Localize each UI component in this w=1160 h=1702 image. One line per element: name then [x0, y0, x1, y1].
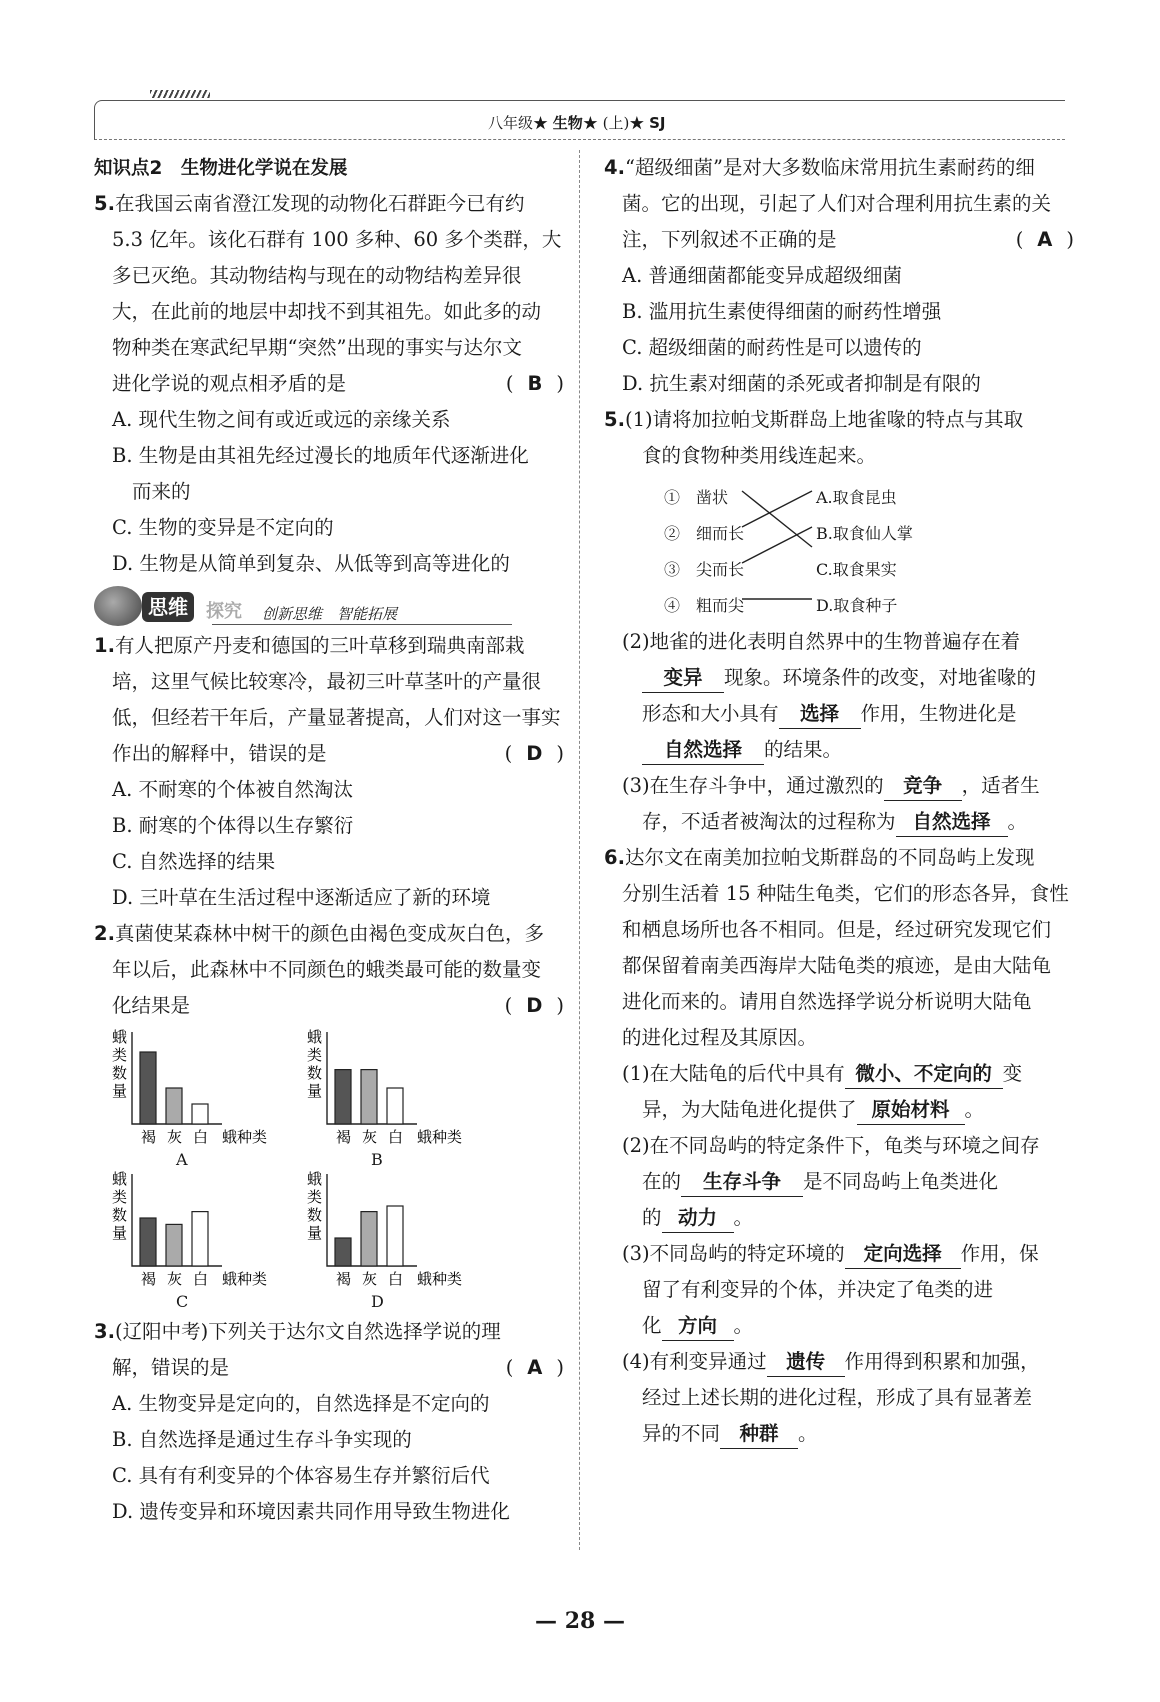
bar	[387, 1206, 403, 1266]
chart-b	[299, 1028, 519, 1168]
bar	[335, 1238, 351, 1266]
match-right-item: C.取食果实	[816, 560, 897, 579]
y-axis-label-char: 数	[307, 1206, 323, 1224]
y-axis-label-char: 数	[112, 1064, 128, 1082]
banner-title-2: 探究	[206, 601, 242, 622]
bar	[361, 1070, 377, 1124]
y-axis-label-char: 类	[112, 1046, 128, 1064]
knowledge-point-heading: 知识点2 生物进化学说在发展	[94, 158, 348, 179]
x-axis-label: 蛾种类	[222, 1128, 268, 1146]
option: A. 生物变异是定向的，自然选择是不定向的	[112, 1392, 490, 1415]
y-axis-label-char: 类	[307, 1046, 323, 1064]
y-axis-label-char: 数	[112, 1206, 128, 1224]
y-axis-label-char: 蛾	[307, 1170, 323, 1188]
left-column	[94, 150, 564, 1530]
answer-blank: 自然选择	[642, 736, 764, 765]
y-axis-label-char: 蛾	[112, 1028, 128, 1046]
option: D. 遗传变异和环境因素共同作用导致生物进化	[112, 1500, 510, 1523]
x-axis-label: 蛾种类	[417, 1128, 463, 1146]
option: C. 生物的变异是不定向的	[112, 516, 334, 539]
match-right-item: A.取食昆虫	[816, 488, 897, 507]
answer-bracket: ( A )	[505, 1356, 564, 1379]
bar	[192, 1104, 208, 1124]
option: D. 三叶草在生活过程中逐渐适应了新的环境	[112, 886, 491, 909]
category-label: 白	[388, 1128, 404, 1146]
option: A. 普通细菌都能变异成超级细菌	[622, 264, 902, 287]
category-label: 白	[193, 1128, 209, 1146]
option: 而来的	[132, 480, 191, 503]
option: A. 现代生物之间有或近或远的亲缘关系	[112, 408, 451, 431]
bar	[166, 1224, 182, 1266]
answer-blank: 方向	[662, 1312, 734, 1341]
x-axis-label: 蛾种类	[222, 1270, 268, 1288]
bar-charts	[94, 1024, 564, 1314]
banner-subtitle: 创新思维 智能拓展	[262, 605, 398, 623]
bar	[140, 1052, 156, 1124]
answer-blank: 定向选择	[845, 1240, 961, 1269]
bar	[166, 1088, 182, 1124]
answer-blank: 遗传	[767, 1348, 845, 1377]
answer-blank: 自然选择	[896, 808, 1008, 837]
right-column	[604, 150, 1074, 1452]
bar-chart-svg	[299, 1170, 519, 1310]
question-6: 6.达尔文在南美加拉帕戈斯群岛的不同岛屿上发现 分别生活着 15 种陆生龟类，它们的形态各异，食性 和栖息场所也各不相同。但是，经过研究发现它们 都保留着南美西海岸大陆龟类的痕迹，是由大陆龟 进化而来的。请用自然选择学说分析说明大陆龟 的进化过程及其原因。 (1)在大陆龟的后代中具有 微小、不定向的 变 异，为大陆龟进化提供了 原始材料 。 (2)在不同岛屿的特定条件下，龟类与环境之间存 在的 生存斗争 是不同岛屿上龟类进化 的 动力 。 (3)不同岛屿的特定环境的 定向选择 作用，保 留了有利变异的个体，并决定了龟类的进 化 方向 。 (4)有利变异通过 遗传 作用得到积累和加强， 经过上述长期的进化过程，形成了具有显著差 异的不同 种群 。	[604, 840, 1074, 1452]
option: D. 抗生素对细菌的杀死或者抑制是有限的	[622, 372, 981, 395]
match-left-item: ③ 尖而长	[664, 560, 745, 579]
answer-blank: 动力	[662, 1204, 734, 1233]
answer-bracket: ( B )	[505, 372, 564, 395]
question-5-right: 5.(1)请将加拉帕戈斯群岛上地雀喙的特点与其取 食的食物种类用线连起来。 ① 凿状 ② 细而长 ③ 尖而长 ④ 粗而尖 A.取食昆虫 B.取食仙人掌 C.取食果实 D.取食种子 (2)地雀的进化表明自然界中的生物普遍存在着 变异 现象。环境条件的改变，对地雀喙的 形态和大小具有 选择 作用，生物进化是 自然选择 的结果。 (3)在生存斗争中，通过激烈的 竞争 ，适者生 存，不适者被淘汰的过程称为 自然选择 。	[604, 402, 1074, 840]
option: B. 耐寒的个体得以生存繁衍	[112, 814, 354, 837]
matching-diagram	[634, 474, 1074, 624]
y-axis-label-char: 类	[112, 1188, 128, 1206]
y-axis-label-char: 量	[307, 1224, 323, 1242]
header-edition: SJ	[649, 114, 666, 132]
category-label: 灰	[362, 1128, 378, 1146]
bar	[387, 1088, 403, 1124]
answer-blank: 变异	[642, 664, 724, 693]
y-axis-label-char: 数	[307, 1064, 323, 1082]
answer-blank: 原始材料	[857, 1096, 965, 1125]
bar	[361, 1212, 377, 1266]
question-3: 3.(辽阳中考)下列关于达尔文自然选择学说的理 解，错误的是 ( A ) A. 生物变异是定向的，自然选择是不定向的 B. 自然选择是通过生存斗争实现的 C. 具有有利变异的个体容易生存并繁衍后代 D. 遗传变异和环境因素共同作用导致生物进化	[94, 1314, 564, 1530]
y-axis-label-char: 蛾	[307, 1028, 323, 1046]
answer-bracket: ( D )	[504, 742, 564, 765]
y-axis-label-char: 量	[112, 1224, 128, 1242]
column-divider	[579, 150, 580, 1550]
bar	[335, 1070, 351, 1124]
category-label: 灰	[362, 1270, 378, 1288]
thinking-icon	[94, 586, 142, 626]
y-axis-label-char: 类	[307, 1188, 323, 1206]
match-right-item: B.取食仙人掌	[816, 524, 913, 543]
y-axis-label-char: 量	[307, 1082, 323, 1100]
chart-caption: A	[176, 1150, 188, 1169]
chart-caption: B	[371, 1150, 383, 1169]
chart-caption: C	[176, 1292, 189, 1311]
match-right-item: D.取食种子	[816, 596, 898, 615]
bar	[192, 1212, 208, 1266]
category-label: 白	[388, 1270, 404, 1288]
answer-blank: 竞争	[884, 772, 962, 801]
option: A. 不耐寒的个体被自然淘汰	[112, 778, 353, 801]
option: B. 自然选择是通过生存斗争实现的	[112, 1428, 412, 1451]
bar-chart-svg	[299, 1028, 519, 1168]
x-axis-label: 蛾种类	[417, 1270, 463, 1288]
question-1: 1.有人把原产丹麦和德国的三叶草移到瑞典南部栽 培，这里气候比较寒冷，最初三叶草茎叶的产量很 低，但经若干年后，产量显著提高，人们对这一事实 作出的解释中，错误的是 ( D ) A. 不耐寒的个体被自然淘汰 B. 耐寒的个体得以生存繁衍 C. 自然选择的结果 D. 三叶草在生活过程中逐渐适应了新的环境	[94, 628, 564, 916]
bar-chart-svg	[104, 1028, 324, 1168]
category-label: 白	[193, 1270, 209, 1288]
bar-chart-svg	[104, 1170, 324, 1310]
category-label: 褐	[141, 1128, 157, 1146]
answer-blank: 生存斗争	[681, 1168, 803, 1197]
section-banner	[94, 582, 564, 628]
running-header: 八年级★ 生物★ (上)★ SJ	[488, 114, 666, 132]
category-label: 褐	[336, 1128, 352, 1146]
chart-c	[104, 1170, 324, 1310]
match-left-item: ④ 粗而尖	[664, 596, 745, 615]
header-volume: (上)	[602, 114, 630, 132]
header-subject: 生物	[552, 114, 583, 132]
bar	[140, 1218, 156, 1266]
y-axis-label-char: 蛾	[112, 1170, 128, 1188]
match-left-item: ① 凿状	[664, 488, 729, 507]
option: D. 生物是从简单到复杂、从低等到高等进化的	[112, 552, 510, 575]
match-left-item: ② 细而长	[664, 524, 745, 543]
page-number: — 28 —	[535, 1608, 625, 1634]
chart-a	[104, 1028, 324, 1168]
question-2: 2.真菌使某森林中树干的颜色由褐色变成灰白色，多 年以后，此森林中不同颜色的蛾类最可能的数量变 化结果是 ( D )	[94, 916, 564, 1024]
option: B. 生物是由其祖先经过漫长的地质年代逐渐进化	[112, 444, 529, 467]
question-5-left: 5.在我国云南省澄江发现的动物化石群距今已有约 5.3 亿年。该化石群有 100 多种、60 多个类群，大 多已灭绝。其动物结构与现在的动物结构差异很 大，在此前的地层中却找不到其祖先。如此多的动 物种类在寒武纪早期“突然”出现的事实与达尔文 进化学说的观点相矛盾的是 ( B ) A. 现代生物之间有或近或远的亲缘关系 B. 生物是由其祖先经过漫长的地质年代逐渐进化 而来的 C. 生物的变异是不定向的 D. 生物是从简单到复杂、从低等到高等进化的	[94, 186, 564, 582]
banner-title: 思维	[142, 592, 194, 622]
header-decoration	[150, 90, 210, 98]
chart-d	[299, 1170, 519, 1310]
option: C. 超级细菌的耐药性是可以遗传的	[622, 336, 922, 359]
option: C. 具有有利变异的个体容易生存并繁衍后代	[112, 1464, 490, 1487]
answer-blank: 种群	[720, 1420, 798, 1449]
category-label: 褐	[141, 1270, 157, 1288]
answer-bracket: ( D )	[504, 994, 564, 1017]
answer-blank: 选择	[779, 700, 861, 729]
question-4: 4.“超级细菌”是对大多数临床常用抗生素耐药的细 菌。它的出现，引起了人们对合理利用抗生素的关 注，下列叙述不正确的是 ( A ) A. 普通细菌都能变异成超级细菌 B. 滥用抗生素使得细菌的耐药性增强 C. 超级细菌的耐药性是可以遗传的 D. 抗生素对细菌的杀死或者抑制是有限的	[604, 150, 1074, 402]
category-label: 褐	[336, 1270, 352, 1288]
category-label: 灰	[167, 1128, 183, 1146]
option: B. 滥用抗生素使得细菌的耐药性增强	[622, 300, 942, 323]
answer-blank: 微小、不定向的	[845, 1060, 1003, 1089]
option: C. 自然选择的结果	[112, 850, 276, 873]
header-grade: 八年级	[488, 114, 534, 132]
category-label: 灰	[167, 1270, 183, 1288]
chart-caption: D	[371, 1292, 384, 1311]
y-axis-label-char: 量	[112, 1082, 128, 1100]
answer-bracket: ( A )	[1015, 228, 1074, 251]
